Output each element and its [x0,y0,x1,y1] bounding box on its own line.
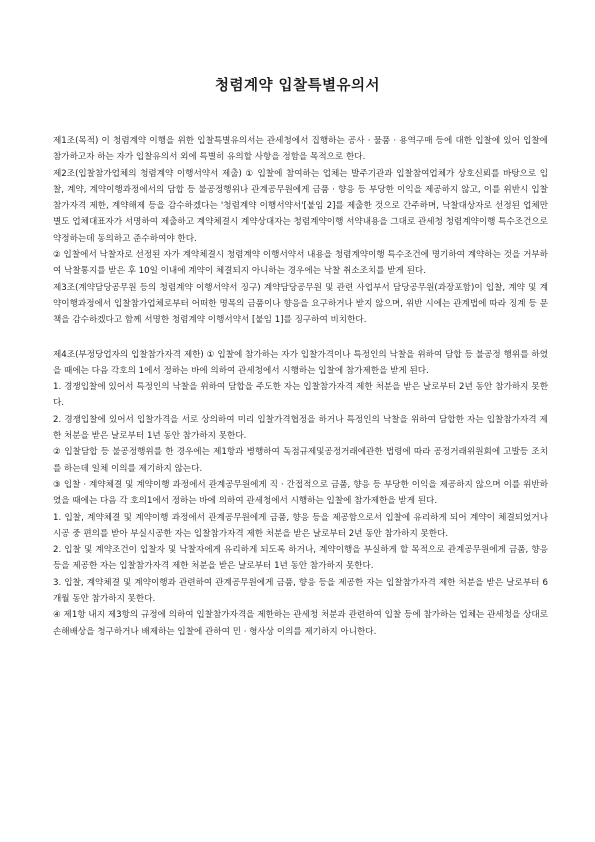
article-2-clause-2: ② 입찰에서 낙찰자로 선정된 자가 계약체결시 청렴계약 이행서약서 내용을 청렴계약이행 특수조건에 명기하여 계약하는 것을 거부하여 낙찰통지를 받은 후 10일 이내에 계약이 체결되지 아니하는 경우에는 낙찰 취소조치를 받게 된다. [53,250,548,277]
article-4-clause-4: ④ 제1항 내지 제3항의 규정에 의하여 입찰참가자격을 제한하는 관세청 처분과 관련하여 입찰 등에 참가하는 업체는 관세청을 상대로 손해배상을 청구하거나 배제하는 입찰에 관하여 민 · 형사상 이의를 제기하지 아니한다. [53,610,548,637]
article-4-restriction: 제4조(부정당업자의 입찰참가자격 제한) ① 입찰에 참가하는 자가 입찰가격이나 특정인의 낙찰을 위하여 담합 등 불공정 행위를 하였을 때에는 다음 각호의 1에서 정하는 바에 의하여 관세청에서 시행하는 입찰에 참가제한을 받게 된다. [53,349,548,376]
article-4-item-1: 1. 경쟁입찰에 있어서 특정인의 낙찰을 위하여 담합을 주도한 자는 입찰참가자격 제한 처분을 받은 날로부터 2년 동안 참가하지 못한다. [53,382,548,409]
document-body [53,133,548,640]
article-4-clause-3-item-1: 1. 입찰, 계약체결 및 계약이행 과정에서 관계공무원에게 금품, 향응 등을 제공함으로서 입찰에 유리하게 되어 계약이 체결되었거나 시공 중 편의를 받아 부실시공한 자는 입찰참가자격 제한 처분을 받은 날로부터 2년 동안 참가하지 못한다. [53,512,548,539]
article-1-purpose: 제1조(목적) 이 청렴계약 이행을 위한 입찰특별유의서는 관세청에서 집행하는 공사 · 물품 · 용역구매 등에 대한 입찰에 있어 입찰에 참가하고자 하는 자가 입찰유의서 외에 특별히 유의할 사항을 정함을 목적으로 한다. [53,136,548,163]
paragraph-gap [53,329,548,347]
document-title: 청렴계약 입찰특별유의서 [214,78,381,94]
article-4-clause-3-item-2: 2. 입찰 및 계약조건이 입찰자 및 낙찰자에게 유리하게 되도록 하거나, 계약이행을 부실하게 할 목적으로 관계공무원에게 금품, 향응 등을 제공한 자는 입찰참가자격 제한 처분을 받은 날로부터 1년 동안 참가하지 못한다. [53,545,548,572]
article-2-pledge-submission: 제2조(입찰참가업체의 청렴계약 이행서약서 제출) ① 입찰에 참여하는 업체는 발주기관과 입찰참여업체가 상호신뢰를 바탕으로 입찰, 계약, 계약이행과정에서의 담합 등 불공정행위나 관계공무원에게 금품 · 향응 등 부당한 이익을 제공하지 않고, 이를 위반시 입찰참가자격 제한, 계약해제 등을 감수하겠다는 '청렴계약 이행서약서'[붙임 2]를 제출한 것으로 간주하며, 낙찰대상자로 선정된 업체만 별도 업체대표자가 서명하여 제출하고 계약체결시 계약상대자는 청렴계약이행 서약내용을 그대로 관세청 청렴계약이행 특수조건으로 약정하는데 동의하고 준수하여야 한다. [53,168,548,244]
article-3-official-pledge: 제3조(계약담당공무원 등의 청렴계약 이행서약서 징구) 계약담당공무원 및 관련 사업부서 담당공무원(과장포함)이 입찰, 계약 및 계약이행과정에서 입찰참가업체로부터 어떠한 명목의 금품이나 향응을 요구하거나 받지 않으며, 위반 시에는 관계법에 따라 징계 등 문책을 감수하겠다고 함께 서명한 청렴계약 이행서약서 [붙임 1]를 징구하여 비치한다. [53,282,548,326]
article-4-item-2: 2. 경쟁입찰에 있어서 입찰가격을 서로 상의하여 미리 입찰가격협정을 하거나 특정인의 낙찰을 위하여 담합한 자는 입찰참가자격 제한 처분을 받은 날로부터 1년 동안 참가하지 못한다. [53,414,548,442]
article-4-clause-2: ② 입찰담합 등 불공정행위를 한 경우에는 제1항과 병행하여 독점규제및공정거래에관한 법령에 따라 공정거래위원회에 고발등 조치를 하는데 일체 이의를 제기하지 않는다. [53,447,548,474]
article-4-clause-3: ③ 입찰 · 계약체결 및 계약이행 과정에서 관계공무원에게 직 · 간접적으로 금품, 향응 등 부당한 이익을 제공하지 않으며 이를 위반하였을 때에는 다음 각 호의1에서 정하는 바에 의하여 관세청에서 시행하는 입찰에 참가제한을 받게 된다. [53,479,548,507]
article-4-clause-3-item-3: 3. 입찰, 계약체결 및 계약이행과 관련하여 관계공무원에게 금품, 향응 등을 제공한 자는 입찰참가자격 제한 처분을 받은 날로부터 6개월 동안 참가하지 못한다. [53,577,548,605]
